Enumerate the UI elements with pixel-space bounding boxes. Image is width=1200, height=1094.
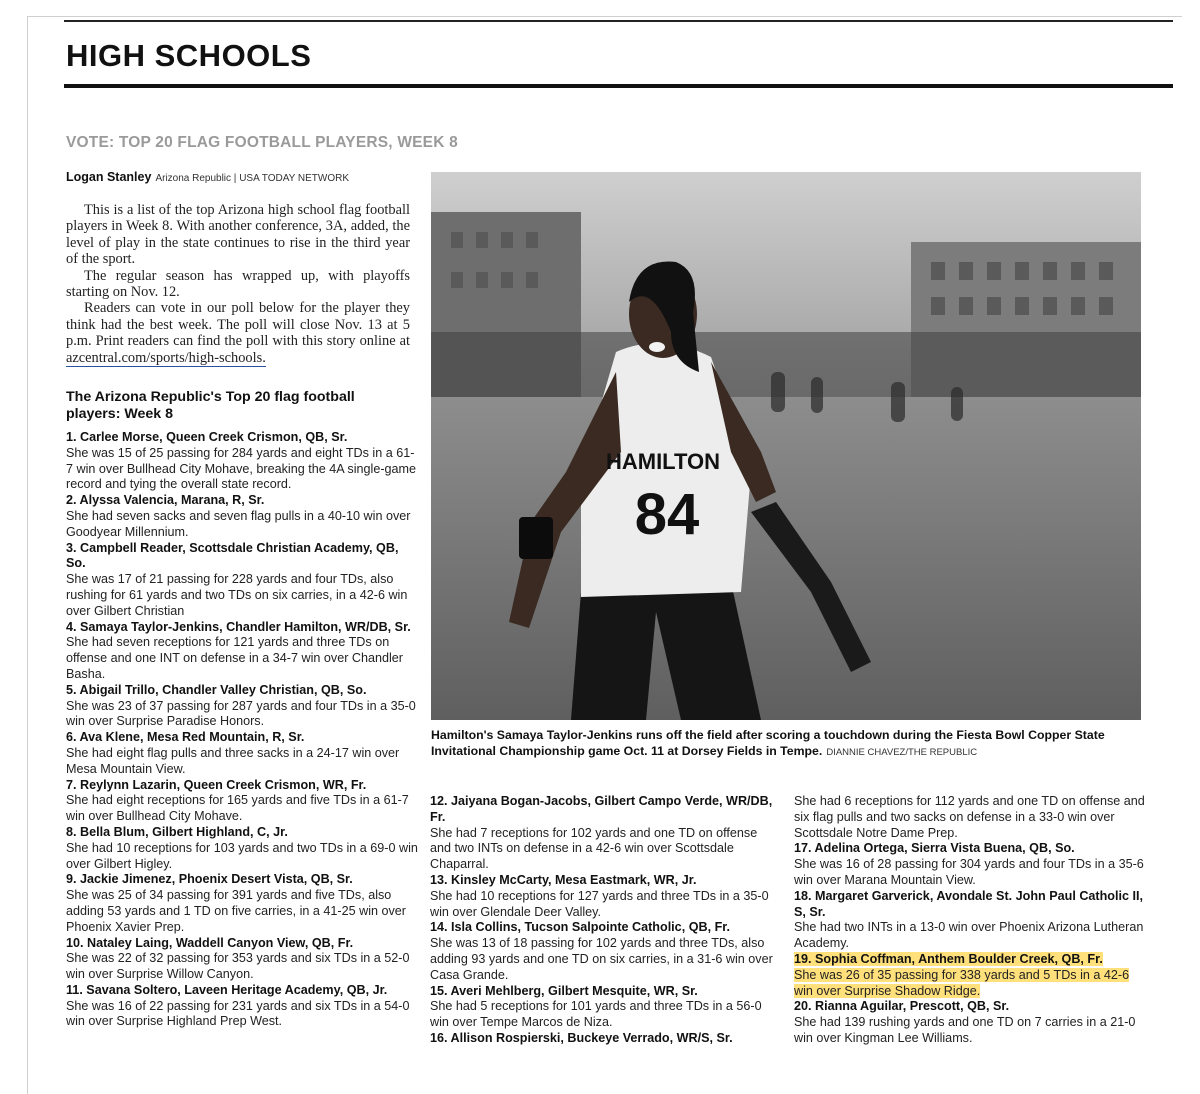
player-desc: She had 7 receptions for 102 yards and one TD on offense and two INTs on defense in a 42-6 win over Scottsdale Chaparral. (430, 825, 758, 872)
player-entry (430, 920, 775, 983)
player-entry (66, 778, 418, 825)
player-name-highlighted: 19. Sophia Coffman, Anthem Boulder Creek, QB, Fr. (794, 951, 1103, 966)
list-column-3 (794, 794, 1146, 1047)
photo-caption (431, 728, 1143, 761)
wristband (519, 517, 553, 559)
player-entry (66, 730, 418, 777)
player-name: 17. Adelina Ortega, Sierra Vista Buena, QB, So. (794, 841, 1075, 856)
tree-line (431, 332, 1141, 402)
player-entry (430, 1031, 775, 1047)
byline-affiliation: Arizona Republic | USA TODAY NETWORK (155, 173, 350, 184)
article-intro (66, 202, 410, 366)
player-name: 18. Margaret Garverick, Avondale St. John Paul Catholic II, S, Sr. (794, 888, 1144, 919)
player-entry (66, 825, 418, 872)
section-rule (64, 84, 1173, 88)
player-desc: She had eight flag pulls and three sacks in a 24-17 win over Mesa Mountain View. (66, 745, 400, 776)
player-name: 1. Carlee Morse, Queen Creek Crismon, QB, Sr. (66, 430, 348, 444)
player-name: 5. Abigail Trillo, Chandler Valley Christian, QB, So. (66, 682, 367, 697)
intro-paragraph-1: This is a list of the top Arizona high school flag football players in Week 8. With another conference, 3A, added, the level of play in the state continues to rise in the third year of the sport. (66, 202, 410, 268)
player-desc: She had two INTs in a 13-0 win over Phoenix Arizona Lutheran Academy. (794, 920, 1144, 951)
player-entry (794, 794, 1146, 841)
player-entry (66, 541, 418, 620)
photo-credit: DIANNIE CHAVEZ/THE REPUBLIC (826, 746, 978, 758)
player-desc: She was 16 of 28 passing for 304 yards and four TDs in a 35-6 win over Marana Mountain View. (794, 857, 1144, 887)
player-name: 16. Allison Rospierski, Buckeye Verrado, WR/S, Sr. (430, 1030, 733, 1045)
byline-author: Logan Stanley (66, 170, 152, 184)
player-name: 3. Campbell Reader, Scottsdale Christian Academy, QB, So. (66, 540, 399, 571)
player-desc-highlighted: She was 26 of 35 passing for 338 yards and 5 TDs in a 42-6 win over Surprise Shadow Ridge. (794, 967, 1130, 998)
player-name: 9. Jackie Jimenez, Phoenix Desert Vista, QB, Sr. (66, 872, 353, 887)
player-desc: She had 10 receptions for 127 yards and three TDs in a 35-0 win over Glendale Deer Valley. (430, 888, 769, 919)
player-desc: She was 17 of 21 passing for 228 yards and four TDs, also rushing for 61 yards and two TDs on six carries, in a 42-6 win over Gilbert Christian (66, 572, 408, 618)
player-desc: She was 25 of 34 passing for 391 yards and five TDs, also adding 53 yards and 1 TD on five carries, in a 41-25 win over Phoenix Xavier Prep. (66, 888, 406, 934)
player-name: 12. Jaiyana Bogan-Jacobs, Gilbert Campo Verde, WR/DB, Fr. (430, 794, 773, 824)
article-kicker: VOTE: TOP 20 FLAG FOOTBALL PLAYERS, WEEK 8 (66, 134, 458, 151)
list-column-1 (66, 430, 418, 1030)
player-desc: She was 16 of 22 passing for 231 yards and six TDs in a 54-0 win over Surprise Highland Prep West. (66, 998, 410, 1029)
player-entry (66, 936, 418, 983)
intro-paragraph-2: The regular season has wrapped up, with playoffs starting on Nov. 12. (66, 267, 410, 301)
photo-illustration (431, 172, 1141, 720)
player-name: 20. Rianna Aguilar, Prescott, QB, Sr. (794, 999, 1010, 1014)
jersey-text: HAMILTON (605, 449, 721, 474)
player-name: 6. Ava Klene, Mesa Red Mountain, R, Sr. (66, 730, 305, 745)
player-entry (66, 493, 418, 540)
highlighted-player-entry (794, 952, 1146, 999)
caption-text: Hamilton's Samaya Taylor-Jenkins runs off the field after scoring a touchdown during the Fiesta Bowl Copper State Invitational Championship game Oct. 11 at Dorsey Fields in Tempe. (431, 728, 1105, 758)
player-name: 14. Isla Collins, Tucson Salpointe Catholic, QB, Fr. (430, 920, 730, 935)
player-desc: She was 15 of 25 passing for 284 yards and eight TDs in a 61-7 win over Bullhead City Mohave, breaking the 4A single-game record and tying the overall state record. (66, 445, 417, 492)
player-desc: She had seven sacks and seven flag pulls in a 40-10 win over Goodyear Millennium. (66, 508, 411, 539)
player-name: 2. Alyssa Valencia, Marana, R, Sr. (66, 493, 265, 508)
player-desc: She had 5 receptions for 101 yards and three TDs in a 56-0 win over Tempe Marcos de Niza. (430, 999, 762, 1030)
player-entry (794, 889, 1146, 952)
jersey-number: 84 (634, 482, 700, 547)
list-heading: The Arizona Republic's Top 20 flag football players: Week 8 (66, 389, 355, 422)
player-entry (794, 999, 1146, 1046)
player-entry (66, 983, 418, 1030)
top-rule (64, 20, 1173, 22)
player-entry (430, 794, 775, 873)
player-desc: She had 10 receptions for 103 yards and two TDs in a 69-0 win over Gilbert Higley. (66, 840, 418, 871)
azcentral-link[interactable]: azcentral.com/sports/high-schools. (66, 349, 266, 366)
player-name: 10. Nataley Laing, Waddell Canyon View, QB, Fr. (66, 935, 354, 950)
player-desc: She had seven receptions for 121 yards and three TDs on offense and one INT on defense in a 34-7 win over Chandler Basha. (66, 635, 403, 681)
player-entry (66, 620, 418, 683)
player-name: 15. Averi Mehlberg, Gilbert Mesquite, WR, Sr. (430, 983, 698, 998)
player-entry (430, 984, 775, 1031)
player-desc: She was 23 of 37 passing for 287 yards and four TDs in a 35-0 win over Surprise Paradise Honors. (66, 698, 416, 729)
section-title: HIGH SCHOOLS (66, 38, 312, 73)
byline (66, 170, 349, 184)
player-entry (430, 873, 775, 920)
player-name: 13. Kinsley McCarty, Mesa Eastmark, WR, Jr. (430, 872, 697, 887)
action-photo (431, 172, 1141, 720)
intro-paragraph-3 (66, 300, 410, 366)
player-desc: She had 139 rushing yards and one TD on 7 carries in a 21-0 win over Kingman Lee Williams. (794, 1015, 1136, 1045)
player-entry (66, 430, 418, 493)
player-desc: She was 22 of 32 passing for 353 yards and six TDs in a 52-0 win over Surprise Willow Canyon. (66, 951, 410, 982)
player-desc: She was 13 of 18 passing for 102 yards and three TDs, also adding 93 yards and one TD on six carries, in a 31-6 win over Casa Grande. (430, 936, 773, 982)
player-name: 11. Savana Soltero, Laveen Heritage Academy, QB, Jr. (66, 982, 388, 997)
player-desc: She had 6 receptions for 112 yards and one TD on offense and six flag pulls and two sacks on defense in a 33-0 win over Scottsdale Notre Dame Prep. (794, 794, 1145, 840)
player-desc: She had eight receptions for 165 yards and five TDs in a 61-7 win over Bullhead City Mohave. (66, 793, 409, 824)
mouthguard (649, 342, 665, 352)
player-name: 8. Bella Blum, Gilbert Highland, C, Jr. (66, 824, 288, 839)
intro-paragraph-3-text: Readers can vote in our poll below for the player they think had the best week. The poll will close Nov. 13 at 5 p.m. Print readers can find the poll with this story online at (66, 300, 410, 350)
player-entry (66, 683, 418, 730)
list-column-2 (430, 794, 775, 1047)
player-name: 7. Reylynn Lazarin, Queen Creek Crismon, WR, Fr. (66, 777, 367, 792)
player-entry (66, 872, 418, 935)
player-name: 4. Samaya Taylor-Jenkins, Chandler Hamilton, WR/DB, Sr. (66, 619, 411, 634)
player-entry (794, 841, 1146, 888)
